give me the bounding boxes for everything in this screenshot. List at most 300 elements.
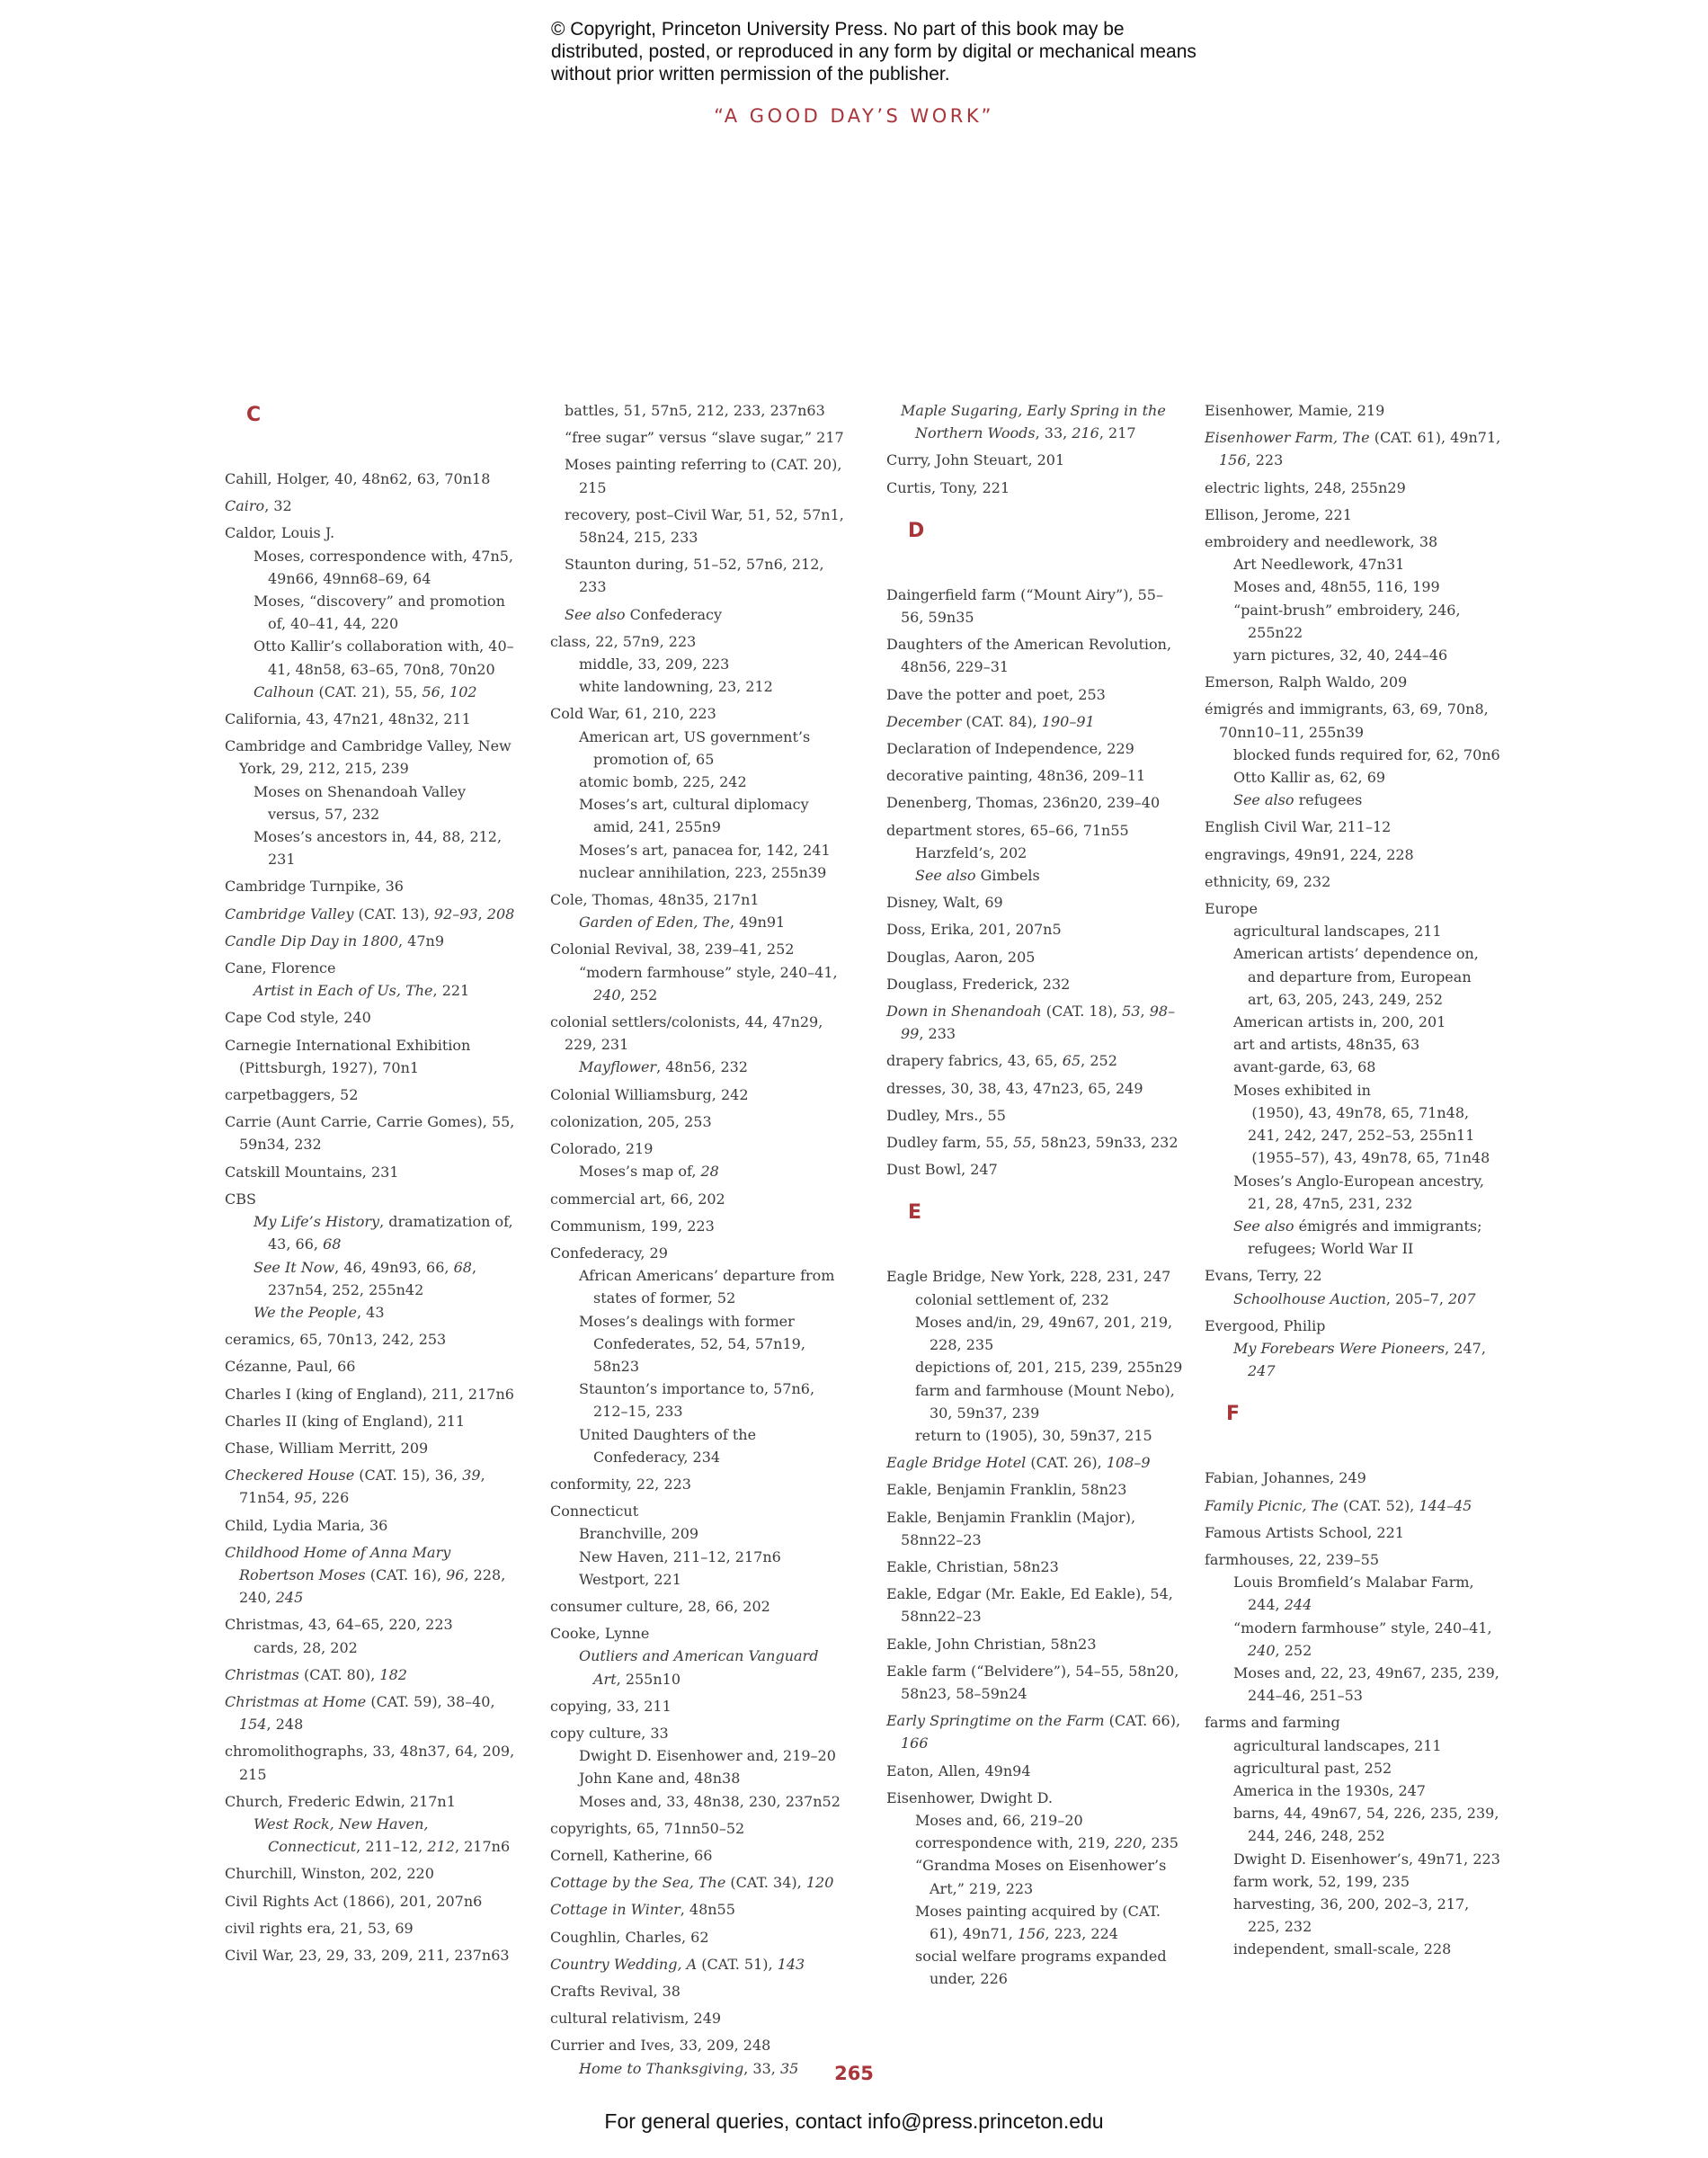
index-entry-heading: drapery fabrics, 43, 65, 65, 252 (886, 1052, 1117, 1070)
index-entry (225, 1034, 521, 1079)
index-subentry: Garden of Eden, The, 49n91 (579, 914, 786, 932)
index-subentry: Artist in Each of Us, The, 221 (254, 982, 470, 1000)
index-subentry: Moses painting referring to (CAT. 20), 215 (565, 456, 842, 496)
index-entry-heading: Europe (1205, 900, 1258, 918)
index-entry-heading: Ellison, Jerome, 221 (1205, 505, 1352, 523)
index-entry (886, 1760, 1183, 1782)
index-subentry: Moses’s Anglo-European ancestry, 21, 28, 47n5, 231, 232 (1233, 1172, 1485, 1212)
index-subentry: agricultural past, 252 (1233, 1759, 1392, 1777)
index-entry-heading: Denenberg, Thomas, 236n20, 239–40 (886, 794, 1161, 812)
index-entry-heading: Christmas at Home (CAT. 59), 38–40, 154, 248 (225, 1692, 495, 1734)
index-entry (886, 1104, 1183, 1127)
index-entry (225, 1188, 521, 1324)
index-entry (886, 1633, 1183, 1655)
index-subentry: barns, 44, 49n67, 54, 226, 235, 239, 244, 246, 248, 252 (1233, 1805, 1499, 1845)
index-entry-heading: Eakle, John Christian, 58n23 (886, 1635, 1097, 1653)
index-entry-heading: Fabian, Johannes, 249 (1205, 1469, 1366, 1487)
index-entry (225, 1740, 521, 1785)
index-subentry: return to (1905), 30, 59n37, 215 (915, 1426, 1152, 1444)
index-subentry: See also refugees (1233, 791, 1363, 809)
index-subentry: nuclear annihilation, 223, 255n39 (579, 863, 827, 881)
index-entry-heading: Dave the potter and poet, 253 (886, 685, 1106, 703)
index-entry (886, 973, 1183, 995)
index-entry (550, 1695, 847, 1717)
index-subentry: My Forebears Were Pioneers, 247, 247 (1233, 1339, 1486, 1380)
index-subentry: independent, small-scale, 228 (1233, 1940, 1452, 1958)
index-subentry: social welfare programs expanded under, 226 (915, 1948, 1167, 1988)
index-entry (225, 1383, 521, 1405)
index-entry-heading: Doss, Erika, 201, 207n5 (886, 921, 1062, 939)
index-entry (550, 1595, 847, 1618)
index-entry (886, 819, 1183, 887)
index-entry-heading: Cézanne, Paul, 66 (225, 1358, 356, 1376)
index-entry-heading: copying, 33, 211 (550, 1697, 672, 1715)
index-entry (1205, 870, 1501, 893)
index-entry (886, 791, 1183, 814)
index-entry-heading: Evans, Terry, 22 (1205, 1267, 1322, 1285)
index-subentry: (1955–57), 43, 49n78, 65, 71n48 (1233, 1149, 1490, 1167)
index-entry-heading: Eakle, Benjamin Franklin (Major), 58nn22–23 (886, 1508, 1136, 1548)
index-entry-heading: émigrés and immigrants, 63, 69, 70n8, 70nn10–11, 255n39 (1205, 700, 1489, 741)
index-subentry: “Grandma Moses on Eisenhower’s Art,” 219, 223 (915, 1857, 1167, 1897)
index-entry (225, 735, 521, 870)
index-subentry: Outliers and American Vanguard Art, 255n10 (579, 1647, 819, 1688)
index-subentry: New Haven, 211–12, 217n6 (579, 1547, 781, 1565)
index-entry-heading: Cottage in Winter, 48n55 (550, 1901, 735, 1919)
index-entry (225, 1464, 521, 1509)
index-entry (225, 1514, 521, 1537)
index-entry (886, 1709, 1183, 1754)
contact-footer: For general queries, contact info@press.princeton.edu (604, 2109, 1104, 2133)
index-entry-heading: Eisenhower Farm, The (CAT. 61), 49n71, 156, 223 (1205, 429, 1501, 469)
index-subentry: atomic bomb, 225, 242 (579, 773, 747, 791)
index-entry (886, 1787, 1183, 1991)
index-entry-heading: commercial art, 66, 202 (550, 1190, 725, 1208)
index-subentry: avant-garde, 63, 68 (1233, 1058, 1376, 1076)
index-entry-heading: electric lights, 248, 255n29 (1205, 478, 1406, 496)
index-subentry: cards, 28, 202 (254, 1638, 358, 1656)
index-subentry: Harzfeld’s, 202 (915, 843, 1027, 861)
index-entry (550, 888, 847, 933)
index-entry (225, 1944, 521, 1966)
index-entry-heading: Childhood Home of Anna Mary Robertson Moses (CAT. 16), 96, 228, 240, 245 (225, 1543, 506, 1607)
index-entry-heading: copyrights, 65, 71nn50–52 (550, 1819, 745, 1837)
index-subentry: See also émigrés and immigrants; refugees; World War II (1233, 1217, 1482, 1258)
index-entry (886, 710, 1183, 733)
index-entry (886, 477, 1183, 499)
index-subentry: recovery, post–Civil War, 51, 52, 57n1, 58n24, 215, 233 (565, 505, 844, 547)
index-subentry: “modern farmhouse” style, 240–41, 240, 252 (579, 963, 838, 1003)
index-entry (1205, 531, 1501, 666)
index-subentry: Art Needlework, 47n31 (1233, 556, 1405, 574)
index-entry-heading: colonization, 205, 253 (550, 1112, 712, 1130)
index-entry (1205, 1711, 1501, 1960)
index-entry (225, 522, 521, 703)
index-entry (886, 1265, 1183, 1447)
index-subentry: agricultural landscapes, 211 (1233, 1736, 1442, 1754)
index-entry-heading: copy culture, 33 (550, 1724, 669, 1742)
index-entry-heading: Cambridge Turnpike, 36 (225, 878, 404, 896)
index-subentry: art and artists, 48n35, 63 (1233, 1036, 1420, 1054)
index-subentry: Moses’s ancestors in, 44, 88, 212, 231 (254, 828, 503, 869)
index-entry (1205, 698, 1501, 811)
index-entry-heading: Crafts Revival, 38 (550, 1983, 681, 2000)
index-entry-heading: Caldor, Louis J. (225, 524, 335, 542)
index-subentry: blocked funds required for, 62, 70n6 (1233, 745, 1500, 763)
index-entry (886, 1049, 1183, 1072)
index-entry (550, 1980, 847, 2002)
index-subentry: We the People, 43 (254, 1303, 385, 1321)
index-subentry: African Americans’ departure from states of former, 52 (579, 1267, 835, 1307)
index-subentry: Westport, 221 (579, 1570, 681, 1588)
section-letter-c: C (246, 404, 262, 426)
index-entry-heading: Connecticut (550, 1503, 639, 1520)
index-entry (225, 1690, 521, 1735)
index-entry (1205, 1494, 1501, 1517)
index-entry (1205, 504, 1501, 526)
index-entry-heading: Cole, Thomas, 48n35, 217n1 (550, 891, 760, 909)
index-entry (225, 1006, 521, 1029)
index-subentry: Schoolhouse Auction, 205–7, 207 (1233, 1289, 1476, 1307)
index-subentry: Moses, correspondence with, 47n5, 49n66, 49nn68–69, 64 (254, 547, 514, 587)
index-subentry: Dwight D. Eisenhower and, 219–20 (579, 1747, 836, 1765)
index-entry (550, 2007, 847, 2029)
index-subentry: See also Gimbels (915, 867, 1040, 885)
index-entry-heading: Eakle, Benjamin Franklin, 58n23 (886, 1481, 1127, 1499)
index-subentry: Louis Bromfield’s Malabar Farm, 244, 244 (1233, 1574, 1474, 1614)
index-entry-heading: conformity, 22, 223 (550, 1475, 691, 1493)
index-entry (886, 584, 1183, 629)
index-entry (225, 1355, 521, 1378)
index-entry-heading: California, 43, 47n21, 48n32, 211 (225, 710, 471, 728)
index-entry (550, 1871, 847, 1894)
index-entry-heading: Cottage by the Sea, The (CAT. 34), 120 (550, 1874, 834, 1892)
index-entry (1205, 1264, 1501, 1309)
index-entry-heading: embroidery and needlework, 38 (1205, 533, 1438, 551)
index-entry-heading: Eakle, Edgar (Mr. Eakle, Ed Eakle), 54, 58nn22–23 (886, 1585, 1173, 1626)
index-entry-heading: Curry, John Steuart, 201 (886, 451, 1065, 469)
index-subentry: See also Confederacy (565, 605, 723, 623)
index-entry-heading: Currier and Ives, 33, 209, 248 (550, 2037, 771, 2055)
index-entry (886, 737, 1183, 760)
index-entry-heading: Cahill, Holger, 40, 48n62, 63, 70n18 (225, 470, 491, 487)
index-entry (886, 918, 1183, 941)
index-subentry: (1950), 43, 49n78, 65, 71n48, 241, 242, 247, 252–53, 255n11 (1233, 1103, 1475, 1145)
index-entry (1205, 1467, 1501, 1489)
index-entry (886, 1478, 1183, 1501)
index-subentry: Home to Thanksgiving, 33, 35 (579, 2059, 799, 2077)
index-subentry: Moses and, 22, 23, 49n67, 235, 239, 244–46, 251–53 (1233, 1663, 1499, 1705)
index-entry-heading: Cold War, 61, 210, 223 (550, 705, 716, 723)
index-entry-heading: Evergood, Philip (1205, 1316, 1326, 1334)
index-entry (225, 1917, 521, 1940)
index-entry-heading: Church, Frederic Edwin, 217n1 (225, 1792, 456, 1810)
index-entry (550, 1188, 847, 1210)
index-subentry: Moses and, 66, 219–20 (915, 1811, 1083, 1829)
index-entry (886, 633, 1183, 678)
index-entry-heading: English Civil War, 211–12 (1205, 818, 1392, 836)
index-subentry: American artists’ dependence on, and departure from, European art, 63, 205, 243, 249, 252 (1233, 945, 1479, 1008)
index-entry (225, 1541, 521, 1610)
index-entry-heading: farms and farming (1205, 1714, 1340, 1732)
copyright-notice: © Copyright, Princeton University Press. No part of this book may be distributed, posted, or reproduced in any form by digital or mechanical means without prior written permission of the publisher. (551, 19, 1196, 85)
index-entry (225, 708, 521, 730)
section-letter-d: D (908, 519, 925, 542)
index-entry-heading: Cane, Florence (225, 959, 336, 977)
index-entry (550, 1953, 847, 1975)
index-entry-heading: Child, Lydia Maria, 36 (225, 1516, 388, 1534)
index-subentry: Moses and/in, 29, 49n67, 201, 219, 228, 235 (915, 1313, 1173, 1354)
index-column-2 (550, 399, 847, 2084)
index-entry-heading: department stores, 65–66, 71n55 (886, 821, 1129, 839)
index-entry (1205, 1315, 1501, 1383)
index-subentry: Moses and, 48n55, 116, 199 (1233, 578, 1440, 596)
index-subentry: Moses’s art, cultural diplomacy amid, 241, 255n9 (579, 796, 809, 836)
index-entry-heading: cultural relativism, 249 (550, 2010, 722, 2028)
index-entry (225, 1083, 521, 1106)
index-entry (550, 1500, 847, 1591)
index-entry-heading: CBS (225, 1190, 256, 1208)
index-entry (1205, 426, 1501, 471)
index-entry-heading: class, 22, 57n9, 223 (550, 632, 697, 650)
index-entry-heading: Charles I (king of England), 211, 217n6 (225, 1385, 514, 1403)
index-entry (225, 1437, 521, 1459)
index-entry-heading: Cambridge and Cambridge Valley, New York, 29, 212, 215, 239 (225, 737, 512, 778)
index-entry (1205, 897, 1501, 1260)
index-entry (225, 903, 521, 925)
index-entry (1205, 477, 1501, 499)
index-entry-heading: Churchill, Winston, 202, 220 (225, 1865, 434, 1883)
index-entry (225, 930, 521, 952)
index-entry-heading: Disney, Walt, 69 (886, 894, 1003, 912)
index-entry (550, 1083, 847, 1106)
index-subentry: colonial settlement of, 232 (915, 1290, 1109, 1308)
index-entry-heading: Colonial Williamsburg, 242 (550, 1085, 749, 1103)
index-entry (550, 1817, 847, 1840)
index-subentry: American art, US government’s promotion of, 65 (579, 727, 811, 768)
index-subentry: yarn pictures, 32, 40, 244–46 (1233, 647, 1448, 664)
index-subentry: Staunton during, 51–52, 57n6, 212, 233 (565, 556, 824, 596)
index-entry-heading: Charles II (king of England), 211 (225, 1412, 466, 1430)
index-entry-heading: Cairo, 32 (225, 497, 292, 515)
index-entry (225, 1110, 521, 1155)
index-entry-heading: dresses, 30, 38, 43, 47n23, 65, 249 (886, 1079, 1143, 1097)
index-entry (886, 1077, 1183, 1100)
index-entry-heading: Eagle Bridge Hotel (CAT. 26), 108–9 (886, 1454, 1151, 1472)
index-subentry: farm and farmhouse (Mount Nebo), 30, 59n37, 239 (915, 1381, 1175, 1422)
index-entry-heading: Down in Shenandoah (CAT. 18), 53, 98–99, 233 (886, 1003, 1176, 1043)
index-entry (886, 1451, 1183, 1474)
index-entry (550, 1622, 847, 1690)
index-subentry: middle, 33, 209, 223 (579, 655, 730, 673)
index-subentry: Moses painting acquired by (CAT. 61), 49n71, 156, 223, 224 (915, 1902, 1161, 1942)
index-subentry: Moses on Shenandoah Valley versus, 57, 232 (254, 782, 467, 823)
index-entry (550, 938, 847, 1006)
index-entry-heading: consumer culture, 28, 66, 202 (550, 1597, 770, 1615)
index-entry (886, 1556, 1183, 1578)
index-entry (550, 702, 847, 884)
index-subentry: harvesting, 36, 200, 202–3, 217, 225, 232 (1233, 1895, 1470, 1936)
index-entry (886, 764, 1183, 787)
index-entry-heading: Curtis, Tony, 221 (886, 478, 1010, 496)
index-entry-heading: December (CAT. 84), 190–91 (886, 712, 1095, 730)
index-subentry: agricultural landscapes, 211 (1233, 923, 1442, 941)
index-subentry: Moses’s map of, 28 (579, 1163, 719, 1181)
index-entry-heading: Cambridge Valley (CAT. 13), 92–93, 208 (225, 905, 515, 923)
index-entry-heading: Chase, William Merritt, 209 (225, 1439, 429, 1457)
index-entry-heading: Dudley, Mrs., 55 (886, 1106, 1006, 1124)
index-entry-heading: Eakle farm (“Belvidere”), 54–55, 58n20, 58n23, 58–59n24 (886, 1662, 1179, 1702)
index-entry-heading: Civil Rights Act (1866), 201, 207n6 (225, 1892, 483, 1910)
index-entry (886, 891, 1183, 914)
index-entry-heading: Douglass, Frederick, 232 (886, 975, 1071, 993)
index-subentry: “paint-brush” embroidery, 246, 255n22 (1233, 601, 1461, 641)
index-subentry: Moses’s art, panacea for, 142, 241 (579, 841, 831, 859)
index-entry-heading: farmhouses, 22, 239–55 (1205, 1550, 1380, 1568)
index-entry-heading: ceramics, 65, 70n13, 242, 253 (225, 1331, 447, 1349)
index-entry-heading: Early Springtime on the Farm (CAT. 66), 166 (886, 1712, 1181, 1752)
index-entry-heading: decorative painting, 48n36, 209–11 (886, 767, 1146, 785)
index-entry-heading: Declaration of Independence, 229 (886, 740, 1134, 758)
index-column-1 (225, 399, 521, 1971)
index-entry (550, 1473, 847, 1495)
index-entry-heading: Cornell, Katherine, 66 (550, 1846, 713, 1864)
index-entry (225, 1663, 521, 1686)
index-entry-heading: Catskill Mountains, 231 (225, 1163, 399, 1181)
index-entry-heading: Checkered House (CAT. 15), 36, 39, 71n54, 95, 226 (225, 1467, 485, 1507)
index-entry (550, 1844, 847, 1867)
index-entry (886, 683, 1183, 706)
index-entry (550, 1722, 847, 1813)
index-entry-heading: Eagle Bridge, New York, 228, 231, 247 (886, 1268, 1171, 1286)
section-letter-f: F (1226, 1403, 1241, 1426)
index-entry-heading: Carrie (Aunt Carrie, Carrie Gomes), 55, 59n34, 232 (225, 1113, 515, 1154)
index-entry-heading: Carnegie International Exhibition (Pittsburgh, 1927), 70n1 (225, 1036, 471, 1076)
index-subentry: Moses, “discovery” and promotion of, 40–41, 44, 220 (254, 593, 505, 633)
index-entry-heading: engravings, 49n91, 224, 228 (1205, 845, 1414, 863)
index-entry (886, 1158, 1183, 1181)
index-entry (225, 1328, 521, 1351)
index-entry-heading: Christmas, 43, 64–65, 220, 223 (225, 1616, 453, 1634)
index-entry-heading: Candle Dip Day in 1800, 47n9 (225, 932, 445, 950)
index-subentry: See It Now, 46, 49n93, 66, 68, 237n54, 252, 255n42 (254, 1258, 477, 1298)
page-number: 265 (834, 2063, 874, 2084)
index-entry-heading: Colorado, 219 (550, 1140, 654, 1158)
index-entry (225, 957, 521, 1002)
index-entry (550, 1110, 847, 1133)
index-entry-heading: Colonial Revival, 38, 239–41, 252 (550, 941, 795, 959)
index-entry-heading: Cape Cod style, 240 (225, 1009, 371, 1027)
index-subentry: “free sugar” versus “slave sugar,” 217 (565, 429, 844, 447)
index-subentry: Moses exhibited in (1233, 1081, 1371, 1099)
index-entry (550, 1242, 847, 1468)
index-subentry: Staunton’s importance to, 57n6, 212–15, 233 (579, 1380, 815, 1421)
index-entry (886, 1583, 1183, 1627)
index-entry-heading: Eakle, Christian, 58n23 (886, 1557, 1059, 1575)
index-entry (225, 1790, 521, 1859)
index-entry-heading: Eisenhower, Dwight D. (886, 1788, 1053, 1806)
index-entry (225, 875, 521, 897)
index-column-3 (886, 399, 1183, 1995)
index-entry-heading: civil rights era, 21, 53, 69 (225, 1919, 414, 1937)
index-subentry: Calhoun (CAT. 21), 55, 56, 102 (254, 682, 477, 700)
index-subentry: farm work, 52, 199, 235 (1233, 1872, 1410, 1890)
index-entry (1205, 843, 1501, 866)
index-subentry: Maple Sugaring, Early Spring in the Northern Woods, 33, 216, 217 (901, 402, 1166, 442)
index-subentry: Dwight D. Eisenhower’s, 49n71, 223 (1233, 1850, 1500, 1868)
index-entry (225, 1862, 521, 1885)
index-subentry: Otto Kallir’s collaboration with, 40–41, 48n58, 63–65, 70n8, 70n20 (254, 638, 514, 678)
index-subentry: Mayflower, 48n56, 232 (579, 1058, 748, 1076)
index-subentry: West Rock, New Haven, Connecticut, 211–12, 212, 217n6 (254, 1815, 511, 1856)
index-subentry: My Life’s History, dramatization of, 43, 66, 68 (254, 1213, 513, 1253)
index-entry (550, 1011, 847, 1079)
index-entry-heading: Christmas (CAT. 80), 182 (225, 1665, 407, 1683)
index-subentry: Moses and, 33, 48n38, 230, 237n52 (579, 1792, 841, 1810)
index-subentry: United Daughters of the Confederacy, 234 (579, 1425, 757, 1466)
index-entry-heading: Douglas, Aaron, 205 (886, 948, 1036, 966)
index-entry (1205, 671, 1501, 693)
index-entry (886, 1660, 1183, 1705)
index-entry-heading: Dudley farm, 55, 55, 58n23, 59n33, 232 (886, 1134, 1179, 1152)
index-entry (1205, 1548, 1501, 1707)
index-subentry: correspondence with, 219, 220, 235 (915, 1834, 1179, 1852)
index-subentry: Moses’s dealings with former Confederates, 52, 54, 57n19, 58n23 (579, 1312, 805, 1375)
index-entry (886, 1506, 1183, 1551)
index-entry-heading: Confederacy, 29 (550, 1244, 668, 1262)
running-head: “A GOOD DAY’S WORK” (714, 105, 994, 127)
index-entry-heading: carpetbaggers, 52 (225, 1086, 359, 1104)
section-letter-e: E (908, 1201, 922, 1225)
index-entry (1205, 816, 1501, 838)
index-entry (550, 1215, 847, 1237)
index-subentry: depictions of, 201, 215, 239, 255n29 (915, 1359, 1183, 1377)
index-entry-heading: Family Picnic, The (CAT. 52), 144–45 (1205, 1496, 1472, 1514)
index-entry-heading: Communism, 199, 223 (550, 1217, 715, 1235)
index-entry-heading: Country Wedding, A (CAT. 51), 143 (550, 1955, 805, 1973)
index-entry-heading: ethnicity, 69, 232 (1205, 872, 1331, 890)
index-entry-heading: Daingerfield farm (“Mount Airy”), 55–56, 59n35 (886, 585, 1163, 627)
index-entry (225, 468, 521, 490)
index-entry (550, 630, 847, 699)
index-entry (886, 946, 1183, 968)
index-entry-heading: Eisenhower, Mamie, 219 (1205, 402, 1385, 419)
index-entry-heading: Famous Artists School, 221 (1205, 1523, 1404, 1541)
index-entry-heading: Eaton, Allen, 49n94 (886, 1761, 1031, 1779)
index-entry (886, 449, 1183, 471)
index-entry-heading: Civil War, 23, 29, 33, 209, 211, 237n63 (225, 1946, 510, 1964)
index-entry-heading: chromolithographs, 33, 48n37, 64, 209, 215 (225, 1743, 515, 1783)
index-entry (1205, 399, 1501, 422)
index-entry (225, 1410, 521, 1432)
index-entry (225, 1613, 521, 1658)
index-entry (886, 1131, 1183, 1154)
index-subentry: John Kane and, 48n38 (579, 1770, 741, 1788)
index-entry-heading: Emerson, Ralph Waldo, 209 (1205, 673, 1408, 691)
index-entry-heading: Dust Bowl, 247 (886, 1161, 998, 1179)
index-entry-heading: Cooke, Lynne (550, 1625, 650, 1643)
index-subentry: Branchville, 209 (579, 1525, 699, 1543)
index-entry (225, 1890, 521, 1913)
index-subentry: Otto Kallir as, 62, 69 (1233, 769, 1386, 787)
index-entry-heading: colonial settlers/colonists, 44, 47n29, 229, 231 (550, 1013, 823, 1054)
index-entry (225, 1161, 521, 1183)
index-entry (550, 1898, 847, 1921)
index-entry-heading: Coughlin, Charles, 62 (550, 1928, 709, 1946)
index-subentry: “modern farmhouse” style, 240–41, 240, 252 (1233, 1618, 1492, 1659)
index-subentry: battles, 51, 57n5, 212, 233, 237n63 (565, 402, 825, 419)
index-subentry: America in the 1930s, 247 (1233, 1781, 1426, 1799)
